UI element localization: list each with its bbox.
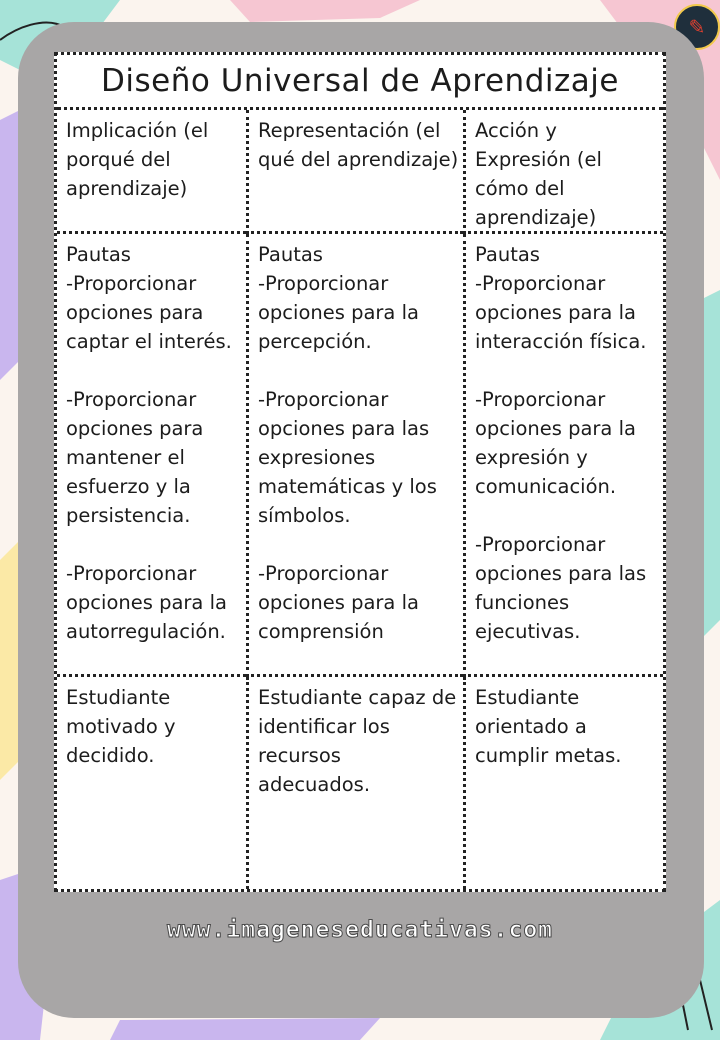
header-accion-expresion: Acción y Expresión (el cómo del aprendizaje) — [463, 110, 663, 234]
header-implicacion: Implicación (el porqué del aprendizaje) — [57, 110, 246, 234]
estudiante-implicacion: Estudiante motivado y decidido. — [66, 686, 176, 767]
pautas-representacion: Pautas -Proporcionar opciones para la percepción. -Proporcionar opciones para las expresiones matemáticas y los símbolos. -Proporcionar opciones para la comprensión — [246, 234, 463, 677]
estudiante-representacion: Estudiante capaz de identificar los recursos adecuados. — [246, 677, 463, 889]
table-title: Diseño Universal de Aprendizaje — [57, 55, 663, 110]
brand-logo: ✎ — [674, 4, 720, 50]
dua-table — [54, 52, 666, 892]
header-representacion: Representación (el qué del aprendizaje) — [246, 110, 463, 234]
pautas-accion-expresion: Pautas -Proporcionar opciones para la interacción física. -Proporcionar opciones para la expresión y comunicación. -Proporcionar opciones para las funciones ejecutivas. — [463, 234, 663, 677]
pautas-implicacion: Pautas -Proporcionar opciones para captar el interés. -Proporcionar opciones para mantener el esfuerzo y la persistencia. -Proporcionar opciones para la autorregulación. — [57, 234, 246, 677]
estudiante-accion-expresion: Estudiante orientado a cumplir metas. — [463, 677, 663, 889]
footer-website: www.imageneseducativas.com — [166, 917, 554, 943]
